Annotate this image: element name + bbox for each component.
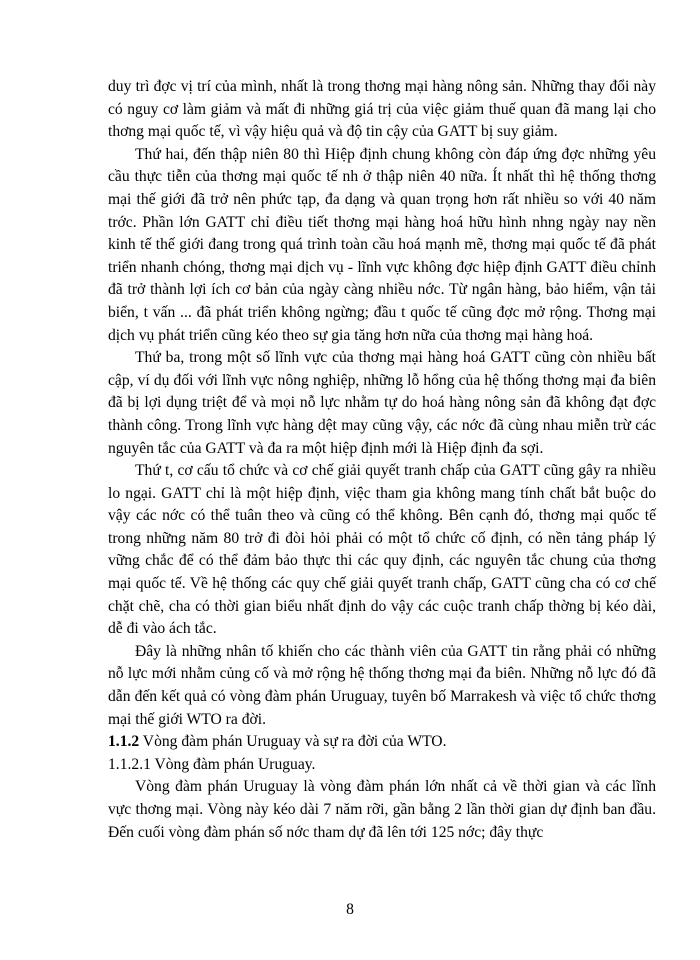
section-heading-number: 1.1.2 <box>108 733 140 751</box>
section-heading <box>108 731 656 754</box>
paragraph-conclusion: Đây là những nhân tố khiến cho các thành viên của GATT tin rằng phải có những nỗ lực mới nhằm củng cố và mở rộng hệ thống thơng mại đa biên. Những nỗ lực đó đã dẫn đến kết quả có vòng đàm phán Uruguay, tuyên bố Marrakesh và việc tổ chức thơng mại thế giới WTO ra đời. <box>108 642 656 728</box>
subsection-heading: 1.1.2.1 Vòng đàm phán Uruguay. <box>108 755 316 773</box>
document-page <box>108 76 656 844</box>
paragraph-uruguay-round: Vòng đàm phán Uruguay là vòng đàm phán lớn nhất cả về thời gian và các lĩnh vực thơng mại. Vòng này kéo dài 7 năm rỡi, gần bằng 2 lần thời gian dự định ban đầu. Đến cuối vòng đàm phán số nớc tham dự đã lên tới 125 nớc; đây thực <box>108 778 656 841</box>
section-heading-title: Vòng đàm phán Uruguay và sự ra đời của WTO. <box>139 733 447 751</box>
paragraph-fourth-reason: Thứ t, cơ cấu tổ chức và cơ chế giải quyết tranh chấp của GATT cũng gây ra nhiều lo ngại. GATT chỉ là một hiệp định, việc tham gia không mang tính chất bắt buộc do vậy các nớc có thể tuân theo và cũng có thể không. Bên cạnh đó, thơng mại quốc tế trong những năm 80 trở đi đòi hỏi phải có một tổ chức cố định, có nền tảng pháp lý vững chắc để có thể đảm bảo thực thi các quy định, các nguyên tắc chung của thơng mại quốc tế. Về hệ thống các quy chế giải quyết tranh chấp, GATT cũng cha có cơ chế chặt chẽ, cha có thời gian biểu nhất định do vậy các cuộc tranh chấp thờng bị kéo dài, dễ đi vào ách tắc. <box>108 462 656 638</box>
page-number: 8 <box>346 901 354 918</box>
paragraph-second-reason: Thứ hai, đến thập niên 80 thì Hiệp định chung không còn đáp ứng đợc những yêu cầu thực tiễn của thơng mại quốc tế nh ở thập niên 40 nữa. Ít nhất thì hệ thống thơng mại thế giới đã trở nên phức tạp, đa dạng và quan trọng hơn rất nhiều so với 40 năm trớc. Phần lớn GATT chỉ điều tiết thơng mại hàng hoá hữu hình nhng ngày nay nền kinh tế thế giới đang trong quá trình toàn cầu hoá mạnh mẽ, thơng mại quốc tế đã phát triển nhanh chóng, thơng mại dịch vụ - lĩnh vực không đợc hiệp định GATT điều chỉnh đã trở thành lợi ích cơ bản của ngày càng nhiều nớc. Từ ngân hàng, bảo hiểm, vận tải biển, t vấn ... đã phát triển không ngừng; đầu t quốc tế cũng đợc mở rộng. Thơng mại dịch vụ phát triển cũng kéo theo sự gia tăng hơn nữa của thơng mại hàng hoá. <box>108 145 656 344</box>
paragraph-third-reason: Thứ ba, trong một số lĩnh vực của thơng mại hàng hoá GATT cũng còn nhiều bất cập, ví dụ đối với lĩnh vực nông nghiệp, những lỗ hổng của hệ thống thơng mại đa biên đã bị lợi dụng triệt để và mọi nỗ lực nhằm tự do hoá hàng nông sản đã không đạt đợc thành công. Trong lĩnh vực hàng dệt may cũng vậy, các nớc đã cùng nhau miễn trừ các nguyên tắc của GATT và đa ra một hiệp định mới là Hiệp định đa sợi. <box>108 349 656 457</box>
paragraph-continuation: duy trì đợc vị trí của mình, nhất là trong thơng mại hàng nông sản. Những thay đổi này có nguy cơ làm giảm và mất đi những giá trị của việc giảm thuế quan đã mang lại cho thơng mại quốc tế, vì vậy hiệu quả và độ tin cậy của GATT bị suy giảm. <box>108 78 656 141</box>
